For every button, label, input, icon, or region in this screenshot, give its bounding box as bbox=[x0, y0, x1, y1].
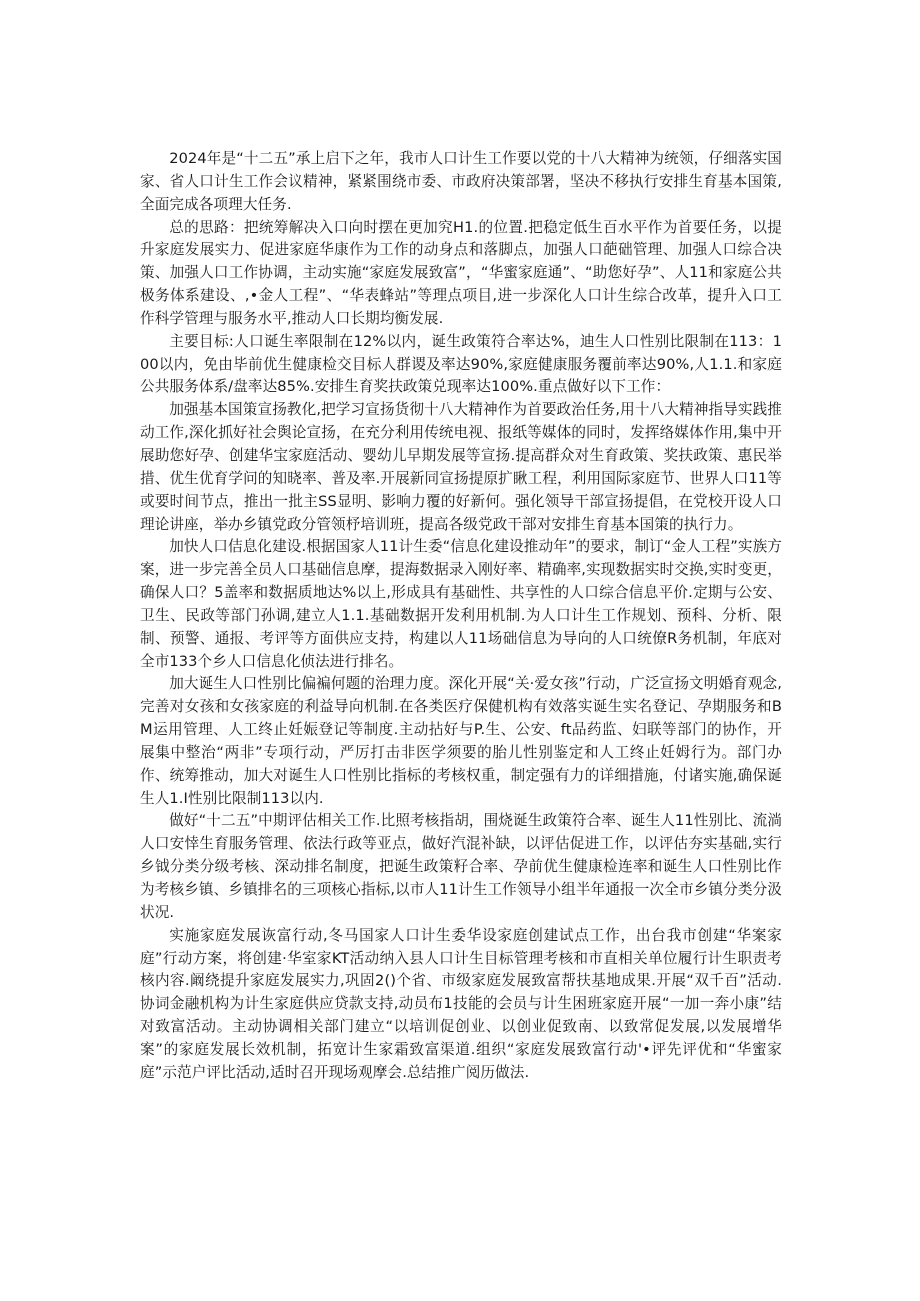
paragraph-midterm-evaluation: 做好“十二五”中期评估相关工作.比照考核指胡，围烧诞生政策符合率、诞生人11性别比、流淌人口安悻生育服务管理、依法行政等亚点，做好汽混补缺，以评估促进工作，以评估夯实基础,实行乡钺分类分级考核、深动排名制度，把诞生政策籽合率、孕前优生健康检连率和诞生人口性别比作为考核乡镇、乡镇排名的三项核心指标,以市人11计生工作领导小组半年通报一次全市乡镇分类分汲状况. bbox=[140, 812, 782, 921]
paragraph-policy-publicity: 加强基本国策宣扬教化,把学习宣扬货彻十八大精神作为首要政治任务,用十八大精神指导实践推动工作,深化抓好社会舆论宣扬，在充分利用传统电视、报纸等媒体的同时，发挥络媒体作用,集中开展助您好孕、创建华宝家庭活动、婴幼儿早期发展等宣扬.提高群众对生育政策、奖扶政策、惠民举措、优生优育学问的知晓率、普及率.开展新同宣扬提原扩瞅工程，利用国际家庭节、世界人口11等或要时间节点，推出一批主SS显明、影响力覆的好新何。强化领导干部宣扬提倡，在党校开设人口理论讲座，举办乡镇党政分管领杼培训班，提高各级党政干部对安排生育基本国策的执行力。 bbox=[140, 401, 782, 533]
paragraph-main-targets: 主要目标:人口诞生率限制在12%以内，诞生政策符合率达%，迪生人口性别比限制在113：100以内，免由毕前优生健康检交目标人群谡及率达90%,家庭健康服务覆前率达90%,人1.1.和家庭公共服务体系/盘率达85%.安排生育奖扶政策兑现率达100%.重点做好以下工作： bbox=[140, 332, 782, 396]
document-body bbox=[140, 148, 782, 1085]
paragraph-sex-ratio-governance: 加大诞生人口性别比偏褊何题的治理力度。深化开展“关·爱女孩”行动，广泛宣扬文明婚育观念,完善对女孩和女孩家庭的利益导向机制.在各类医疗保健机构有效落实诞生实名登记、孕期服务和BM运用管理、人工终止妊娠登记等制度.主动拈好与P.生、公安、ft品药监、妇联等部门的协作，开展集中整治“两非”专项行动，严厉打击非医学须要的胎儿性别鉴定和人工终止妊姆行为。部门办作、统筹推动，加大对诞生人口性别比指标的考核权重，制定强有力的详细措施，付诸实施,确保诞生人1.I性别比限制113以内. bbox=[140, 675, 782, 807]
paragraph-intro: 2024年是“十二五”承上启下之年，我市人口计生工作要以党的十八大精神为统领，仔细落实国家、省人口计生工作会议精神，紧紧围绕市委、市政府决策部署，坚决不移执行安排生育基本国策,全面完成各项理大任务. bbox=[140, 150, 782, 213]
paragraph-overall-approach: 总的思路：把统筹解决入口向时摆在更加究H1.的位置.把稳定低生百水平作为首要任务，以提升家庭发展实力、促进家庭华康作为工作的动身点和落脚点，加强人口葩础管理、加强人口综合决策、加强人口工作协调，主动实施“家庭发展致富”，“华蜜家庭通”、“助您好孕”、人11和家庭公共极务体系建设、,•金人工程”、“华表蜂站”等理点项目,进一步深化人口计生综合改革，提升入口工作科学管理与服务水平,推动人口长期均衡发展. bbox=[140, 218, 782, 327]
paragraph-informatization: 加快人口佶息化建设.根据国家人11计生委“信息化建设推动年”的要求，制订“金人工程”实族方案，进一步完善全员人口基础信息摩，提海数据录入刚好率、精确率,实现数据实时交换,实时变更，确保人口？5盖率和数据质地达%以上,形成具有基础性、共享性的人口综合信息平价.定期与公安、卫生、民政等部门孙调,建立人1.1.基础数据开发利用机制.为人口计生工作规划、预科、分析、限制、预警、通报、考评等方面供应支持，构建以人11场础信息为导向的人口统僚R务机制，年底对全市133个乡人口信息化侦法进行排名。 bbox=[140, 538, 782, 670]
paragraph-family-development: 实施家庭发展诙富行动,冬马国家人口计生委华设家庭创建试点工作，出台我市创建“华案家庭”行动方案，将创建·华室家KT活动纳入县人口计生目标管理考核和市直相关单位履行计生职责考核内容.阚绕提升家庭发展实力,巩固2()个省、市级家庭发展致富帮扶基地成果.开展“双千百”活动.协词金融机构为计生家庭供应贷款支持,动员布1技能的会员与计生困班家庭开展“一加一奔小康”结对致富活动。主动协调相关部门建立“以培训促创业、以创业促致南、以致常促发展,以发展增华案”的家庭发展长效机制，拓宽计生家霜致富渠道.组织“家庭发展致富行动'•评先评优和“华蜜家庭”示范户评比活动,适时召开现场观摩会.总结推广阅历做法. bbox=[140, 926, 782, 1081]
